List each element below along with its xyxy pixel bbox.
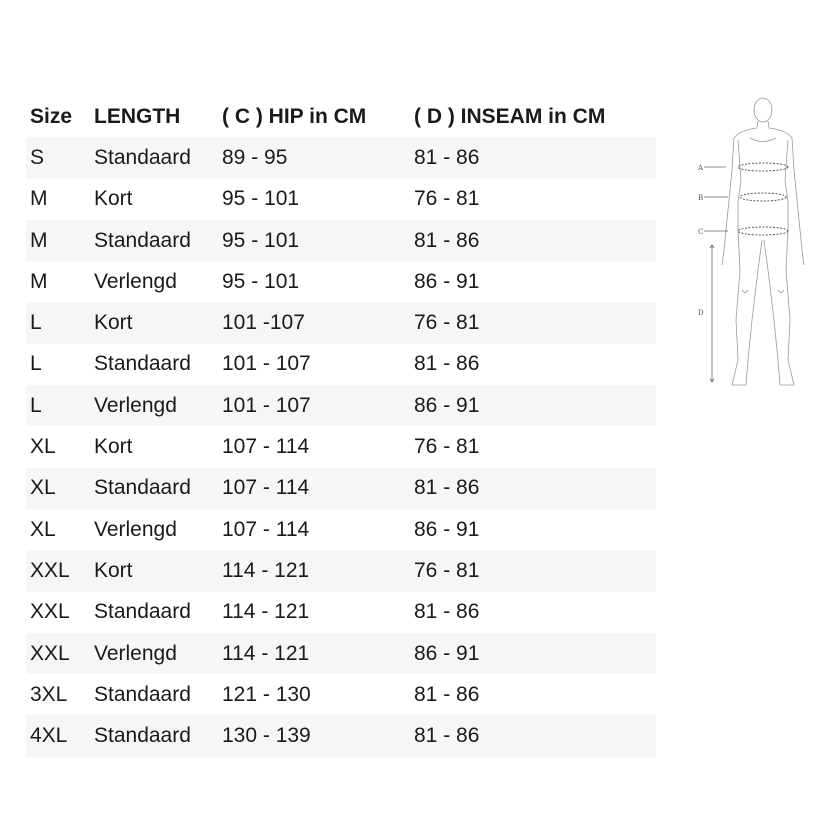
table-row [26, 592, 656, 633]
cell-length: Standaard [94, 476, 191, 500]
cell-inseam: 86 - 91 [414, 269, 480, 293]
cell-size: L [30, 352, 42, 376]
cell-size: XXL [30, 558, 70, 582]
cell-length: Kort [94, 187, 133, 211]
header-hip: ( C ) HIP in CM [222, 104, 367, 128]
cell-length: Verlengd [94, 269, 177, 293]
cell-hip: 95 - 101 [222, 187, 300, 211]
size-chart-table [26, 96, 656, 757]
cell-size: XXL [30, 641, 70, 665]
table-row [26, 344, 656, 385]
cell-length: Standaard [94, 352, 191, 376]
cell-length: Verlengd [94, 517, 177, 541]
cell-hip: 101 -107 [222, 311, 305, 335]
cell-size: L [30, 393, 42, 417]
table-body [26, 137, 656, 756]
cell-length: Kort [94, 311, 133, 335]
human-figure-icon [688, 90, 818, 400]
table-row [26, 261, 656, 302]
cell-size: XL [30, 476, 56, 500]
cell-inseam: 76 - 81 [414, 435, 480, 459]
cell-inseam: 81 - 86 [414, 145, 480, 169]
header-size: Size [30, 104, 73, 128]
table-row [26, 302, 656, 343]
cell-hip: 121 - 130 [222, 682, 311, 706]
table-row [26, 674, 656, 715]
table-row [26, 468, 656, 509]
cell-inseam: 86 - 91 [414, 517, 480, 541]
table-row [26, 179, 656, 220]
cell-size: XL [30, 435, 56, 459]
cell-hip: 130 - 139 [222, 724, 311, 748]
cell-hip: 114 - 121 [222, 600, 310, 624]
cell-size: M [30, 228, 48, 252]
cell-size: M [30, 187, 48, 211]
table-row [26, 385, 656, 426]
cell-inseam: 81 - 86 [414, 682, 480, 706]
table-header [26, 96, 656, 137]
cell-size: 3XL [30, 682, 68, 706]
cell-inseam: 76 - 81 [414, 311, 480, 335]
cell-size: L [30, 311, 42, 335]
cell-length: Standaard [94, 228, 191, 252]
cell-length: Standaard [94, 145, 191, 169]
cell-hip: 114 - 121 [222, 558, 310, 582]
cell-inseam: 81 - 86 [414, 724, 480, 748]
cell-size: XXL [30, 600, 70, 624]
table-row [26, 550, 656, 591]
cell-size: XL [30, 517, 56, 541]
label-a: A [698, 164, 704, 172]
cell-size: M [30, 269, 48, 293]
cell-length: Standaard [94, 682, 191, 706]
cell-hip: 101 - 107 [222, 393, 311, 417]
header-inseam: ( D ) INSEAM in CM [414, 104, 606, 128]
cell-hip: 107 - 114 [222, 517, 310, 541]
cell-inseam: 81 - 86 [414, 228, 480, 252]
table-row [26, 715, 656, 756]
cell-inseam: 81 - 86 [414, 476, 480, 500]
table-row [26, 137, 656, 178]
table-row [26, 426, 656, 467]
cell-inseam: 76 - 81 [414, 187, 480, 211]
cell-hip: 95 - 101 [222, 228, 300, 252]
label-d: D [698, 309, 704, 317]
cell-inseam: 76 - 81 [414, 558, 480, 582]
label-c: C [698, 228, 704, 236]
cell-size: S [30, 145, 45, 169]
cell-length: Kort [94, 558, 133, 582]
cell-hip: 114 - 121 [222, 641, 310, 665]
table-row [26, 509, 656, 550]
cell-inseam: 81 - 86 [414, 600, 480, 624]
cell-length: Standaard [94, 724, 191, 748]
table-row [26, 633, 656, 674]
cell-hip: 101 - 107 [222, 352, 311, 376]
cell-size: 4XL [30, 724, 68, 748]
cell-hip: 107 - 114 [222, 435, 310, 459]
cell-length: Verlengd [94, 641, 177, 665]
cell-length: Verlengd [94, 393, 177, 417]
cell-hip: 95 - 101 [222, 269, 300, 293]
cell-inseam: 81 - 86 [414, 352, 480, 376]
cell-hip: 89 - 95 [222, 145, 288, 169]
cell-length: Kort [94, 435, 133, 459]
cell-inseam: 86 - 91 [414, 641, 480, 665]
cell-hip: 107 - 114 [222, 476, 310, 500]
cell-inseam: 86 - 91 [414, 393, 480, 417]
body-measurement-figure [688, 90, 818, 400]
label-b: B [698, 194, 704, 202]
table-row [26, 220, 656, 261]
cell-length: Standaard [94, 600, 191, 624]
header-length: LENGTH [94, 104, 181, 128]
